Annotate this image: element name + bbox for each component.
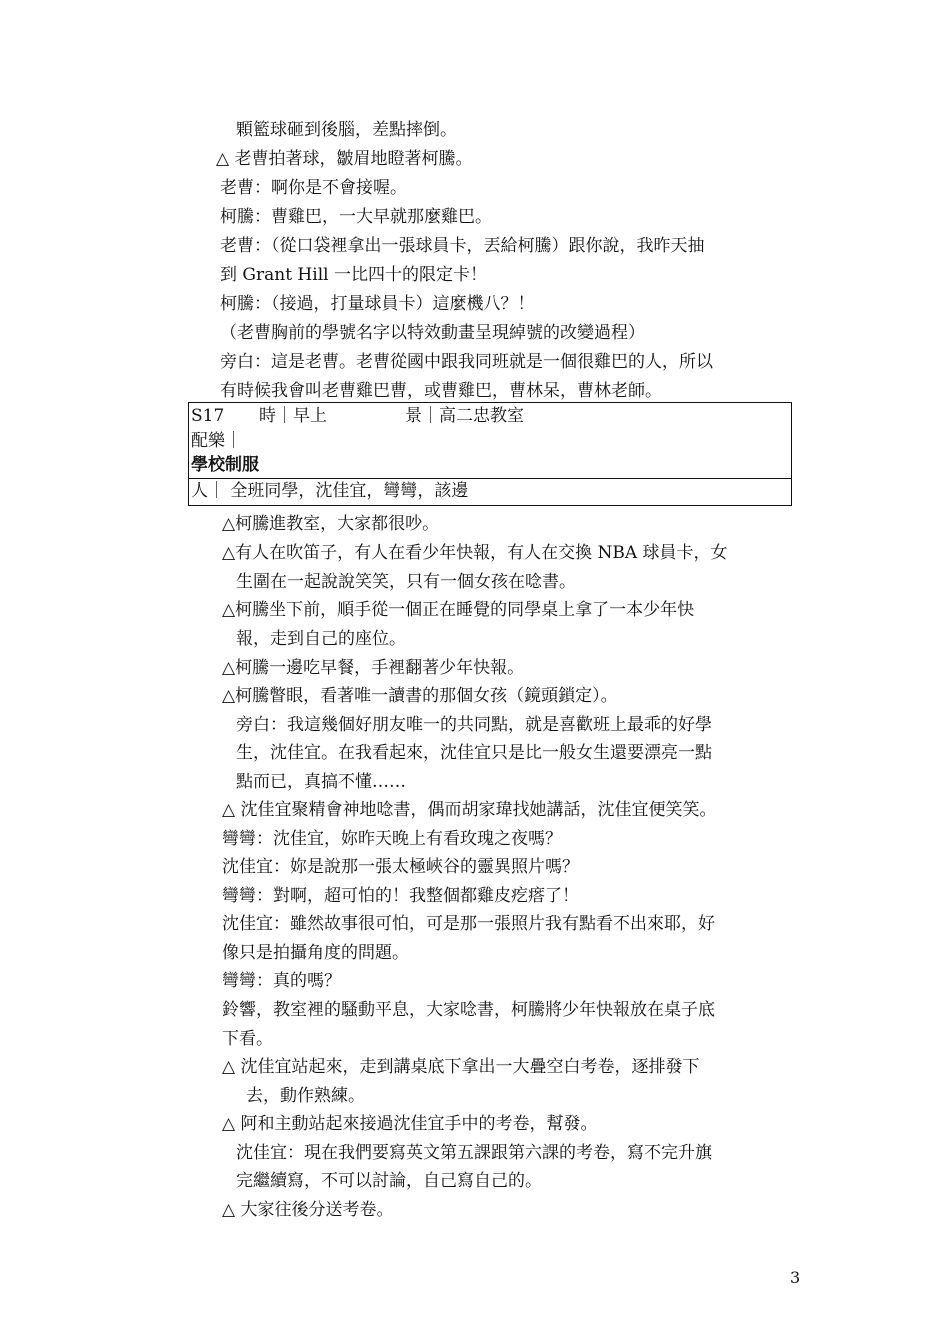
script-line: △ 沈佳宜站起來，走到講桌底下拿出一大疊空白考卷，逐排發下	[222, 1057, 700, 1077]
script-line: 老曹：啊你是不會接喔。	[220, 178, 407, 198]
script-line: 沈佳宜：妳是說那一張太極峽谷的靈異照片嗎？	[222, 857, 579, 877]
script-line: 有時候我會叫老曹雞巴曹，或曹雞巴，曹林呆，曹林老師。	[220, 381, 662, 401]
script-line: △ 沈佳宜聚精會神地唸書，偶而胡家瑋找她講話，沈佳宜便笑笑。	[222, 800, 717, 820]
script-line: 像只是拍攝角度的問題。	[222, 943, 409, 963]
scene-location: 景｜高二忠教室	[405, 406, 524, 426]
script-line: 彎彎：對啊，超可怕的！我整個都雞皮疙瘩了！	[222, 886, 579, 906]
scene-cast: 人｜ 全班同學，沈佳宜，彎彎，該邊	[191, 481, 469, 501]
scene-costume: 學校制服	[191, 455, 259, 475]
script-line: 顆籃球砸到後腦，差點摔倒。	[236, 120, 457, 140]
scene-music: 配樂｜	[191, 431, 242, 451]
scene-divider	[189, 478, 791, 479]
script-line: △柯騰坐下前，順手從一個正在睡覺的同學桌上拿了一本少年快	[222, 600, 695, 620]
script-line: △柯騰一邊吃早餐，手裡翻著少年快報。	[222, 658, 525, 678]
page-number: 3	[790, 1268, 801, 1287]
script-line: 老曹：（從口袋裡拿出一張球員卡，丟給柯騰）跟你說，我昨天抽	[220, 236, 705, 256]
script-line: 沈佳宜：雖然故事很可怕，可是那一張照片我有點看不出來耶，好	[222, 914, 715, 934]
script-line: 旁白：我這幾個好朋友唯一的共同點，就是喜歡班上最乖的好學	[236, 715, 712, 735]
script-line: △柯騰進教室，大家都很吵。	[222, 514, 440, 534]
script-line: 柯騰：曹雞巴，一大早就那麼雞巴。	[220, 207, 492, 227]
script-line: △柯騰瞥眼，看著唯一讀書的那個女孩（鏡頭鎖定）。	[222, 686, 618, 706]
script-line: 彎彎：真的嗎？	[222, 971, 341, 991]
script-line: 生，沈佳宜。在我看起來，沈佳宜只是比一般女生還要漂亮一點	[236, 743, 712, 763]
script-line: 鈴響，教室裡的騷動平息，大家唸書，柯騰將少年快報放在桌子底	[222, 1000, 715, 1020]
script-line: （老曹胸前的學號名字以特效動畫呈現綽號的改變過程）	[220, 323, 645, 343]
scene-number: S17	[191, 406, 225, 426]
script-line: 報，走到自己的座位。	[236, 629, 406, 649]
script-line: 沈佳宜：現在我們要寫英文第五課跟第六課的考卷，寫不完升旗	[236, 1143, 712, 1163]
script-line: 點而已，真搞不懂……	[236, 772, 406, 792]
script-line: 完繼續寫，不可以討論，自己寫自己的。	[236, 1171, 542, 1191]
script-line: △有人在吹笛子，有人在看少年快報，有人在交換 NBA 球員卡，女	[222, 543, 728, 563]
script-line: 去，動作熟練。	[246, 1086, 365, 1106]
script-line: △ 大家往後分送考卷。	[222, 1200, 394, 1220]
script-line: 生圍在一起說說笑笑，只有一個女孩在唸書。	[236, 572, 576, 592]
script-line: 彎彎：沈佳宜，妳昨天晚上有看玫瑰之夜嗎？	[222, 829, 562, 849]
script-line: 下看。	[222, 1029, 273, 1049]
script-line: 柯騰：（接過，打量球員卡）這麼機八？！	[220, 294, 535, 314]
script-line: 到 Grant Hill 一比四十的限定卡！	[220, 265, 487, 285]
scene-header-box	[188, 402, 792, 506]
script-line: 旁白：這是老曹。老曹從國中跟我同班就是一個很雞巴的人，所以	[220, 352, 713, 372]
script-line: △ 阿和主動站起來接過沈佳宜手中的考卷，幫發。	[222, 1114, 598, 1134]
scene-time: 時｜早上	[259, 406, 327, 426]
script-line: △ 老曹拍著球，皺眉地瞪著柯騰。	[216, 149, 473, 169]
